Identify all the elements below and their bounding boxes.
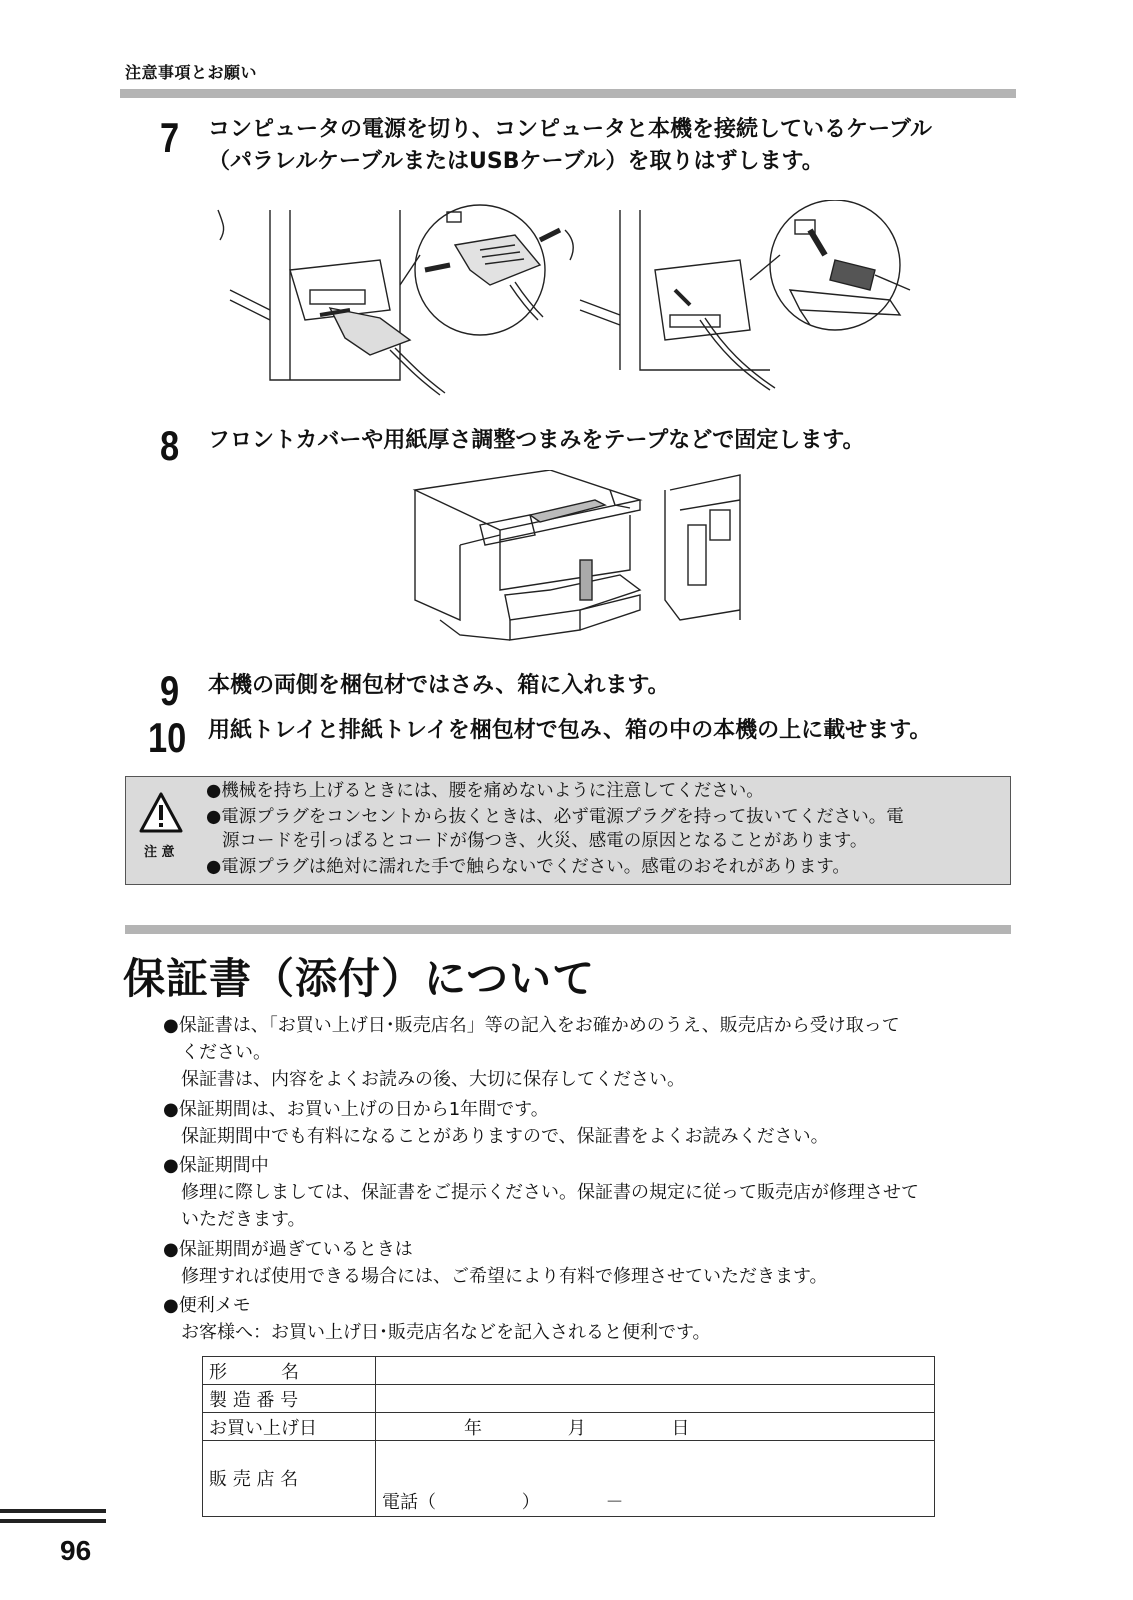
step-line: フロントカバーや用紙厚さ調整つまみをテープなどで固定します。 <box>208 428 865 453</box>
caution-item: ●電源プラグをコンセントから抜くときは、必ず電源プラグを持って抜いてください。電 <box>206 807 904 827</box>
purchase-date-cell <box>376 1413 935 1441</box>
model-value-cell <box>376 1357 935 1385</box>
month-label: 月 <box>567 1417 586 1439</box>
caution-item: ●機械を持ち上げるときには、腰を痛めないように注意してください。 <box>206 781 764 801</box>
phone-close: ） <box>521 1492 540 1513</box>
warranty-line: お客様へ：お買い上げ日･販売店名などを記入されると便利です。 <box>181 1322 711 1343</box>
caution-box <box>125 776 1011 885</box>
warranty-line: ●保証書は、「お買い上げ日･販売店名」等の記入をお確かめのうえ、販売店から受け取って <box>163 1015 900 1036</box>
serial-label: 製 造 番 号 <box>203 1385 376 1413</box>
warranty-line: 修理に際しましては、保証書をご提示ください。保証書の規定に従って販売店が修理させて <box>181 1182 919 1203</box>
step-line: 用紙トレイと排紙トレイを梱包材で包み、箱の中の本機の上に載せます。 <box>208 718 932 743</box>
page-number: 96 <box>60 1535 92 1566</box>
phone-label: 電話（ <box>382 1492 436 1513</box>
model-label: 形 名 <box>203 1357 376 1385</box>
warranty-line: ●保証期間が過ぎているときは <box>163 1239 413 1260</box>
printer-taping-illustration <box>410 470 750 660</box>
step-line: 本機の両側を梱包材ではさみ、箱に入れます。 <box>208 673 670 698</box>
warranty-line: 修理すれば使用できる場合には、ご希望により有料で修理させていただきます。 <box>181 1266 828 1287</box>
caution-label: 注 意 <box>144 845 175 860</box>
caution-item: 源コードを引っぱるとコードが傷つき、火災、感電の原因となることがあります。 <box>222 831 868 851</box>
purchase-date-label: お買い上げ日 <box>203 1413 376 1441</box>
step-text <box>208 425 864 457</box>
warning-triangle-icon <box>138 791 184 835</box>
section-divider <box>125 925 1011 934</box>
step-line: コンピュータの電源を切り、コンピュータと本機を接続しているケーブル <box>208 117 933 142</box>
warranty-block <box>163 1096 1013 1150</box>
phone-dash: － <box>605 1492 624 1513</box>
warranty-memo-table <box>202 1356 935 1517</box>
warranty-line: 保証期間中でも有料になることがありますので、保証書をよくお読みください。 <box>181 1126 829 1147</box>
year-label: 年 <box>464 1417 482 1439</box>
step-number: 10 <box>148 714 187 761</box>
warranty-block <box>163 1152 1013 1233</box>
warranty-line: ください。 <box>181 1042 271 1063</box>
store-label: 販 売 店 名 <box>203 1441 376 1517</box>
serial-value-cell <box>376 1385 935 1413</box>
step-text <box>208 114 932 178</box>
cable-removal-illustration <box>210 200 920 400</box>
caution-item: ●電源プラグは絶対に濡れた手で触らないでください。感電のおそれがあります。 <box>206 857 850 877</box>
warranty-line: 保証書は、内容をよくお読みの後、大切に保存してください。 <box>181 1069 685 1090</box>
step-text <box>208 715 931 747</box>
warranty-block <box>163 1236 1013 1290</box>
step-line: （パラレルケーブルまたはUSBケーブル）を取りはずします。 <box>208 149 824 174</box>
section-header-label: 注意事項とお願い <box>125 63 258 82</box>
warranty-line: ●保証期間は、お買い上げの日から1年間です。 <box>163 1099 549 1120</box>
warranty-line: ●保証期間中 <box>163 1155 269 1176</box>
step-text <box>208 670 670 702</box>
header-divider <box>120 89 1016 98</box>
warranty-line: ●便利メモ <box>163 1295 251 1316</box>
step-number: 8 <box>160 422 180 469</box>
warranty-block <box>163 1292 1013 1346</box>
page-number-bars <box>0 1509 106 1529</box>
page-bar <box>0 1509 106 1513</box>
section-title: 保証書（添付）について <box>123 954 596 1003</box>
store-value-cell <box>376 1441 935 1517</box>
page-bar <box>0 1519 106 1523</box>
warranty-line: いただきます。 <box>181 1209 306 1230</box>
step-number: 7 <box>160 114 180 161</box>
day-label: 日 <box>671 1417 690 1439</box>
warranty-block <box>163 1012 1013 1093</box>
step-number: 9 <box>160 667 180 714</box>
